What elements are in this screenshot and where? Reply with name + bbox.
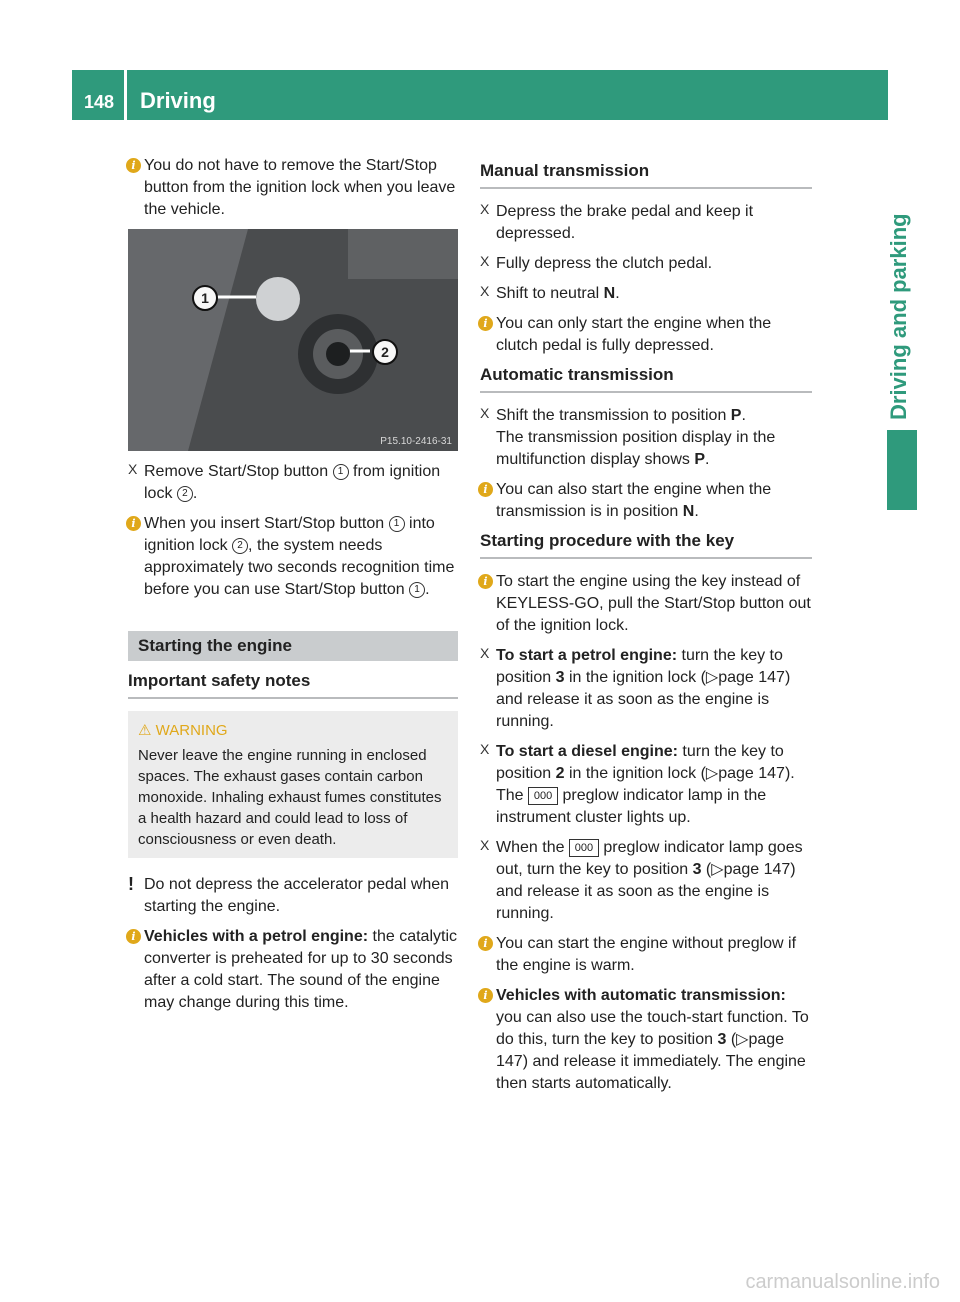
step-text-part: page 147) and release it as soon as the engine is running. [496,669,791,730]
info-bold: 3 [717,1031,727,1048]
side-tab-label: Driving and parking [886,213,911,420]
notice-text: Do not depress the accelerator pedal when starting the engine. [144,876,450,915]
info-icon: i [478,574,493,589]
step-text-part: turn the key to position [496,647,783,686]
chapter-title: Driving [140,88,216,113]
step-text-part: turn the key to position [496,743,784,782]
step-marker-icon: X [480,741,490,757]
step-item [480,283,812,305]
info-icon: i [126,516,141,531]
info-note [480,933,812,977]
info-text-part: When you insert Start/Stop button [144,515,389,532]
step-text-part: page 147) and release it as soon as the engine is running. [496,861,796,922]
info-text-part: . [425,581,430,598]
step-text-part: The [496,787,529,804]
step-item [480,201,812,245]
step-marker-icon: X [480,201,490,217]
callout-1: 1 [192,285,218,311]
automatic-transmission-heading: Automatic transmission [480,365,812,393]
info-bold: Vehicles with a petrol engine: [144,928,369,945]
callout-2-ref: 2 [177,486,193,502]
step-text [496,645,812,733]
step-text-part: from ignition lock [144,463,441,502]
step-text-part: Shift the transmission to position [496,407,731,424]
info-note [480,313,812,357]
step-text-part: . [615,285,620,302]
info-text: To start the engine using the key instead of KEYLESS-GO, pull the Start/Stop button out of the ignition lock. [496,573,811,634]
info-text-part: into ignition lock [144,515,435,554]
step-text: Fully depress the clutch pedal. [496,255,713,272]
right-column [480,155,812,1103]
preglow-icon: 000 [569,839,599,857]
ignition-photo [128,229,458,451]
preglow-icon: 000 [528,787,558,805]
info-icon: i [478,316,493,331]
step-text-part: Shift to neutral [496,285,604,302]
info-note [480,985,812,1095]
info-text-part: , the system needs approximately two seconds recognition time before you can use Start/Stop button [144,537,455,598]
ignition-photo-drawing [128,229,458,451]
step-text [144,461,458,505]
step-bold: P [730,407,742,424]
page-ref-icon: ▷ [705,669,719,686]
step-marker-icon: X [480,405,490,421]
info-text [144,513,458,601]
info-note [480,571,812,637]
manual-transmission-heading: Manual transmission [480,161,812,189]
info-text: You do not have to remove the Start/Stop button from the ignition lock when you leave the vehicle. [144,157,456,218]
step-bold: 3 [555,669,565,686]
warning-text: Never leave the engine running in enclosed spaces. The exhaust gases contain carbon monoxide. Inhaling exhaust fumes constitutes a health hazard and could lead to loss of consciousness or even death. [138,747,442,848]
page-number: 148 [84,92,115,112]
section-title: Starting the engine [128,631,458,661]
warning-box [128,711,458,858]
step-item [480,741,812,829]
page-ref-icon: ▷ [736,1031,749,1048]
step-marker-icon: X [480,645,490,661]
step-text-part: Remove Start/Stop button [144,463,333,480]
callout-2: 2 [372,339,398,365]
info-text-part: You can also start the engine when the transmission is in position [496,481,772,520]
step-marker-icon: X [480,283,490,299]
step-text-part: . [704,451,710,468]
step-bold: To start a diesel engine: [496,743,678,760]
info-note [128,155,458,221]
step-text-part: in the ignition lock ( [564,669,706,686]
info-icon: i [478,988,493,1003]
info-text: You can start the engine without preglow if the engine is warm. [496,935,797,974]
step-text-part: preglow indicator lamp goes out, turn the key to position [496,839,803,878]
info-text [496,479,812,523]
step-bold: N [603,285,616,302]
page-ref-icon: ▷ [705,765,719,782]
info-text-part: the catalytic converter is preheated for up to 30 seconds after a cold start. The sound of the engine may change during this time. [144,928,457,1011]
info-icon: i [478,482,493,497]
warning-title [138,721,448,739]
callout-1-ref: 1 [389,516,405,532]
key-start-heading: Starting procedure with the key [480,531,812,559]
notice-note [128,874,458,918]
step-text [496,741,812,829]
step-text-part: ( [701,861,712,878]
callout-1-ref: 1 [333,464,349,480]
step-bold: P [694,451,705,468]
info-bold: N [682,503,695,520]
info-bold: Vehicles with automatic transmission: [496,987,786,1004]
side-tab-marker [887,430,917,510]
step-item [480,645,812,733]
step-marker-icon: X [128,461,138,477]
step-item [480,253,812,275]
callout-2-ref: 2 [232,538,248,554]
step-text-part: in the ignition lock ( [564,765,706,782]
notice-icon: ! [128,874,134,894]
step-marker-icon: X [480,837,490,853]
info-icon: i [126,158,141,173]
callout-1-ref: 1 [409,582,425,598]
footer-watermark: carmanualsonline.info [745,1271,940,1293]
info-note [128,513,458,601]
photo-caption: P15.10-2416-31 [380,436,452,447]
step-text [496,405,812,471]
info-note [480,479,812,523]
step-bold: To start a petrol engine: [496,647,678,664]
step-text-part: When the [496,839,569,856]
step-text-part: page 147). [718,765,795,782]
step-text-part: . [741,407,746,424]
warning-icon: ⚠ [138,722,152,739]
step-text: Depress the brake pedal and keep it depressed. [496,203,754,242]
info-note [128,926,458,1014]
info-text-part: . [694,503,699,520]
page-ref-icon: ▷ [711,861,724,878]
info-icon: i [126,929,141,944]
step-item [480,837,812,925]
header-divider [124,70,127,120]
step-marker-icon: X [480,253,490,269]
info-text-part: you can also use the touch-start function. To do this, turn the key to position [496,1009,809,1048]
info-text [496,985,812,1095]
step-remove-button [128,461,458,505]
step-bold: 2 [555,765,565,782]
step-bold: 3 [692,861,702,878]
info-text: You can only start the engine when the clutch pedal is fully depressed. [496,315,772,354]
step-text-part: . [192,485,198,502]
info-text [144,926,458,1014]
left-column [128,155,458,1022]
info-text-part: ( [726,1031,737,1048]
step-text-part: The transmission position display in the multifunction display shows [496,429,776,468]
step-text [496,283,812,305]
info-text-part: page 147) and release it immediately. The engine then starts automatically. [496,1031,806,1092]
step-item [480,405,812,471]
info-icon: i [478,936,493,951]
step-text [496,837,812,925]
step-text-part: preglow indicator lamp in the instrument cluster lights up. [496,787,767,826]
warning-label: WARNING [155,722,228,739]
sub-heading: Important safety notes [128,671,458,699]
